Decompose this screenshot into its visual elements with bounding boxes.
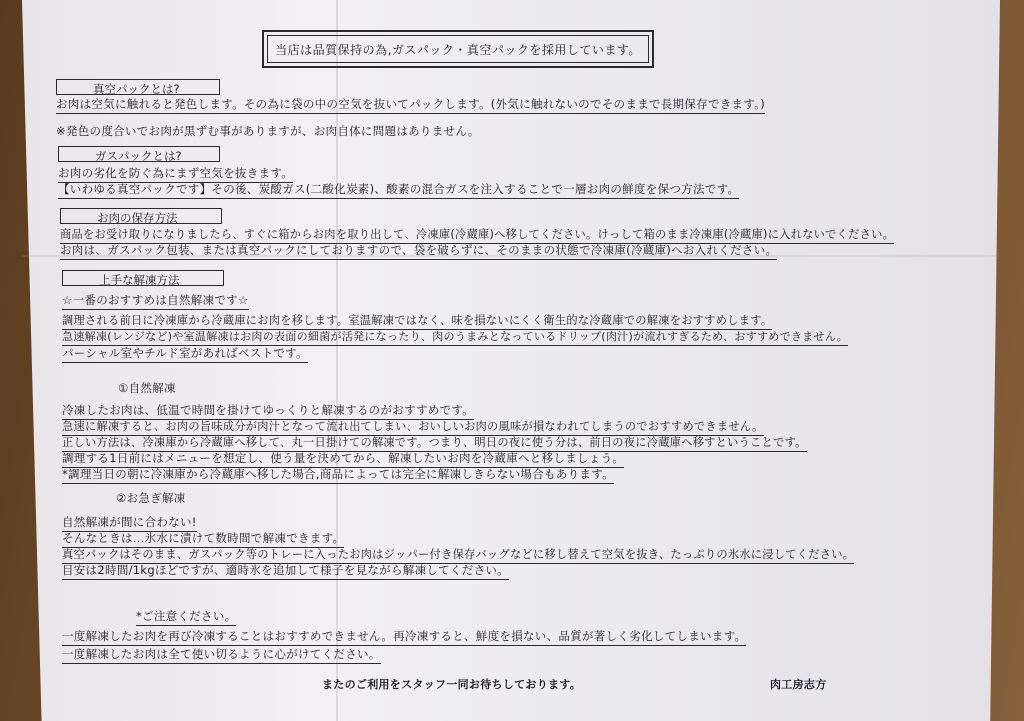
- page-title: 当店は品質保持の為,ガスパック・真空パックを採用しています。: [267, 35, 649, 63]
- caution-line-1: 一度解凍したお肉を再び冷凍することはおすすめできません。再冷凍すると、鮮度を損ない、品質が著しく劣化してしまいます。: [62, 628, 746, 646]
- storage-line-1: 商品をお受け取りになりましたら、すぐに箱からお肉を取り出して、冷凍庫(冷蔵庫)へ移してください。けっして箱のまま冷凍庫(冷蔵庫)に入れないでください。: [60, 226, 894, 244]
- quick-line-2: そんなときは…氷水に漬けて数時間で解凍できます。: [62, 530, 344, 548]
- thaw-line-1: 調理される前日に冷凍庫から冷蔵庫にお肉を移します。室温解凍ではなく、味を損ないにくく衛生的な冷蔵庫での解凍をおすすめします。: [62, 312, 772, 330]
- natural-line-4: 調理する1日前にはメニューを想定し、使う量を決めてから、解凍したいお肉を冷蔵庫へと移しましょう。: [62, 450, 624, 468]
- natural-line-2: 急速に解凍すると、お肉の旨味成分が肉汁となって流れ出てしまい、おいしいお肉の風味が損なわれてしまうのでおすすめできません。: [62, 418, 764, 436]
- gas-heading: ガスパックとは?: [58, 146, 220, 162]
- gas-line-2: 【いわゆる真空パックです】その後、炭酸ガス(二酸化炭素)、酸素の混合ガスを注入することで一層お肉の鮮度を保つ方法です。: [58, 181, 739, 199]
- thaw-line-2: 急速解凍(レンジなど)や室温解凍はお肉の表面の細菌が活発になったり、肉のうまみとなっているドリップ(肉汁)が流れすぎるため、おすすめできません。: [62, 328, 848, 346]
- quick-line-4: 目安は2時間/1kgほどですが、適時氷を追加して様子を見ながら解凍してください。: [62, 562, 509, 580]
- caution-line-2: 一度解凍したお肉は全て使い切るように心がけてください。: [62, 646, 381, 664]
- natural-line-3: 正しい方法は、冷凍庫から冷蔵庫へ移して、丸一日掛けての解凍です。つまり、明日の夜に使う分は、前日の夜に冷蔵庫へ移すということです。: [62, 434, 807, 452]
- caution-heading: *ご注意ください。: [136, 608, 236, 626]
- footer-message: またのご利用をスタッフ一同お待ちしております。: [322, 678, 582, 691]
- vacuum-heading: 真空パックとは?: [56, 79, 220, 95]
- quick-line-3: 真空パックはそのまま、ガスパック等のトレーに入ったお肉はジッパー付き保存バッグなどに移し替えて空気を抜き、たっぷりの氷水に浸してください。: [62, 546, 854, 564]
- thaw-recommend: ☆一番のおすすめは自然解凍です☆: [62, 292, 249, 310]
- quick-heading: ②お急ぎ解凍: [116, 491, 186, 505]
- title-frame: [262, 30, 654, 68]
- vacuum-line-2: ※発色の度合いでお肉が黒ずむ事がありますが、お肉自体に問題はありません。: [56, 124, 480, 138]
- thaw-heading: 上手な解凍方法: [62, 270, 224, 286]
- natural-line-1: 冷凍したお肉は、低温で時間を掛けてゆっくりと解凍するのがおすすめです。: [62, 402, 474, 420]
- quick-line-1: 自然解凍が間に合わない!: [62, 514, 197, 532]
- thaw-line-3: パーシャル室やチルド室があればベストです。: [62, 345, 308, 363]
- storage-line-2: お肉は、ガスパック包装、または真空パックにしておりますので、袋を破らずに、そのままの状態で冷凍庫(冷蔵庫)へお入れください。: [60, 242, 777, 260]
- footer-signature: 肉工房志方: [770, 678, 827, 691]
- gas-line-1: お肉の劣化を防ぐ為にまず空気を抜きます。: [58, 165, 293, 183]
- storage-heading: お肉の保存方法: [60, 208, 222, 224]
- natural-heading: ①自然解凍: [118, 381, 176, 395]
- natural-line-5: *調理当日の朝に冷凍庫から冷蔵庫へ移した場合,商品によっては完全に解凍しきらない場合もあります。: [62, 466, 614, 484]
- vacuum-line-1: お肉は空気に触れると発色します。その為に袋の中の空気を抜いてパックします。(外気に触れないのでそのままで長期保存できます。): [56, 96, 765, 114]
